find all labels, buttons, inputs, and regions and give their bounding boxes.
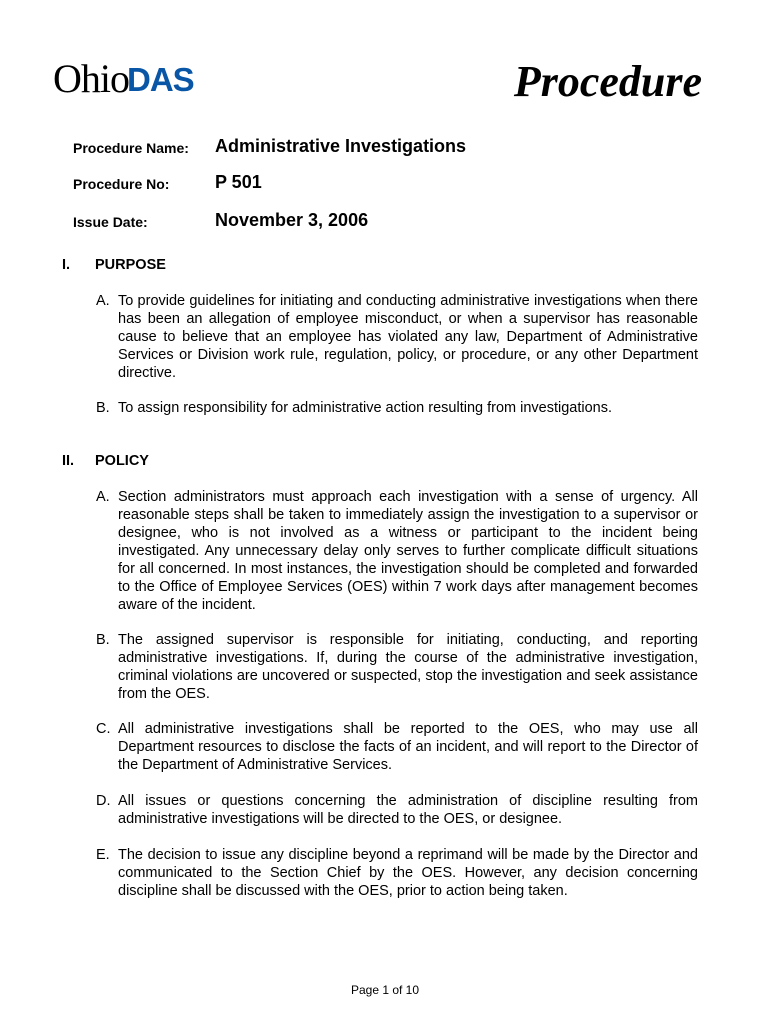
item-letter: D. [96, 793, 111, 809]
list-item [96, 846, 698, 900]
section-title: POLICY [95, 453, 149, 469]
list-item [96, 488, 698, 614]
item-text: To provide guidelines for initiating and conducting administrative investigations when there has been an allegation of employee misconduct, or when a supervisor has reasonable cause to believe that an employee has violated any law, Department of Administrative Services or Division work rule, regulation, policy, or procedure, or any other Department directive. [118, 293, 698, 381]
item-letter: E. [96, 847, 110, 863]
section-heading-policy [62, 453, 149, 469]
section-number: II. [62, 453, 75, 469]
meta-value: P 501 [215, 172, 262, 192]
meta-label: Issue Date: [73, 214, 148, 230]
item-text: The assigned supervisor is responsible for initiating, conducting, and reporting administrative investigations. If, during the course of the administrative investigation, criminal violations are uncovered or suspected, stop the investigation and seek assistance from the OES. [118, 632, 698, 702]
section-title: PURPOSE [95, 257, 166, 273]
item-text: All issues or questions concerning the administration of discipline resulting from administrative investigations will be directed to the OES, or designee. [118, 793, 698, 827]
item-letter: B. [96, 632, 110, 648]
item-letter: A. [96, 293, 110, 309]
list-item [96, 720, 698, 774]
section-heading-purpose [62, 257, 166, 273]
item-text: Section administrators must approach each investigation with a sense of urgency. All reasonable steps shall be taken to immediately assign the investigation to a supervisor or designee, who is not involved as a witness or participant to the incident being investigated. Any unnecessary delay only serves to further complicate difficult situations for all concerned. In most instances, the investigation should be completed and forwarded to the Office of Employee Services (OES) within 7 work days after management becomes aware of the incident. [118, 489, 698, 613]
item-text: All administrative investigations shall be reported to the OES, who may use all Department resources to disclose the facts of an incident, and will report to the Director of the Department of Administrative Services. [118, 721, 698, 773]
document-type-title: Procedure [513, 57, 702, 106]
list-item [96, 399, 698, 417]
logo-das-text: DAS [127, 61, 194, 98]
list-item [96, 631, 698, 703]
meta-label: Procedure Name: [73, 140, 189, 156]
page-number: Page 1 of 10 [350, 983, 420, 997]
meta-value: November 3, 2006 [215, 210, 369, 230]
item-letter: B. [96, 400, 110, 416]
logo-ohio-text: Ohio [53, 56, 129, 101]
item-letter: C. [96, 721, 111, 737]
item-text: The decision to issue any discipline beyond a reprimand will be made by the Director and communicated to the Section Chief by the OES. However, any decision concerning discipline shall be discussed with the OES, prior to action being taken. [118, 847, 698, 899]
list-item [96, 292, 698, 382]
item-letter: A. [96, 489, 110, 505]
list-item [96, 792, 698, 828]
section-number: I. [62, 257, 71, 273]
ohio-das-logo [53, 56, 194, 102]
meta-value: Administrative Investigations [215, 136, 467, 156]
meta-label: Procedure No: [73, 176, 170, 192]
item-text: To assign responsibility for administrative action resulting from investigations. [118, 400, 613, 416]
